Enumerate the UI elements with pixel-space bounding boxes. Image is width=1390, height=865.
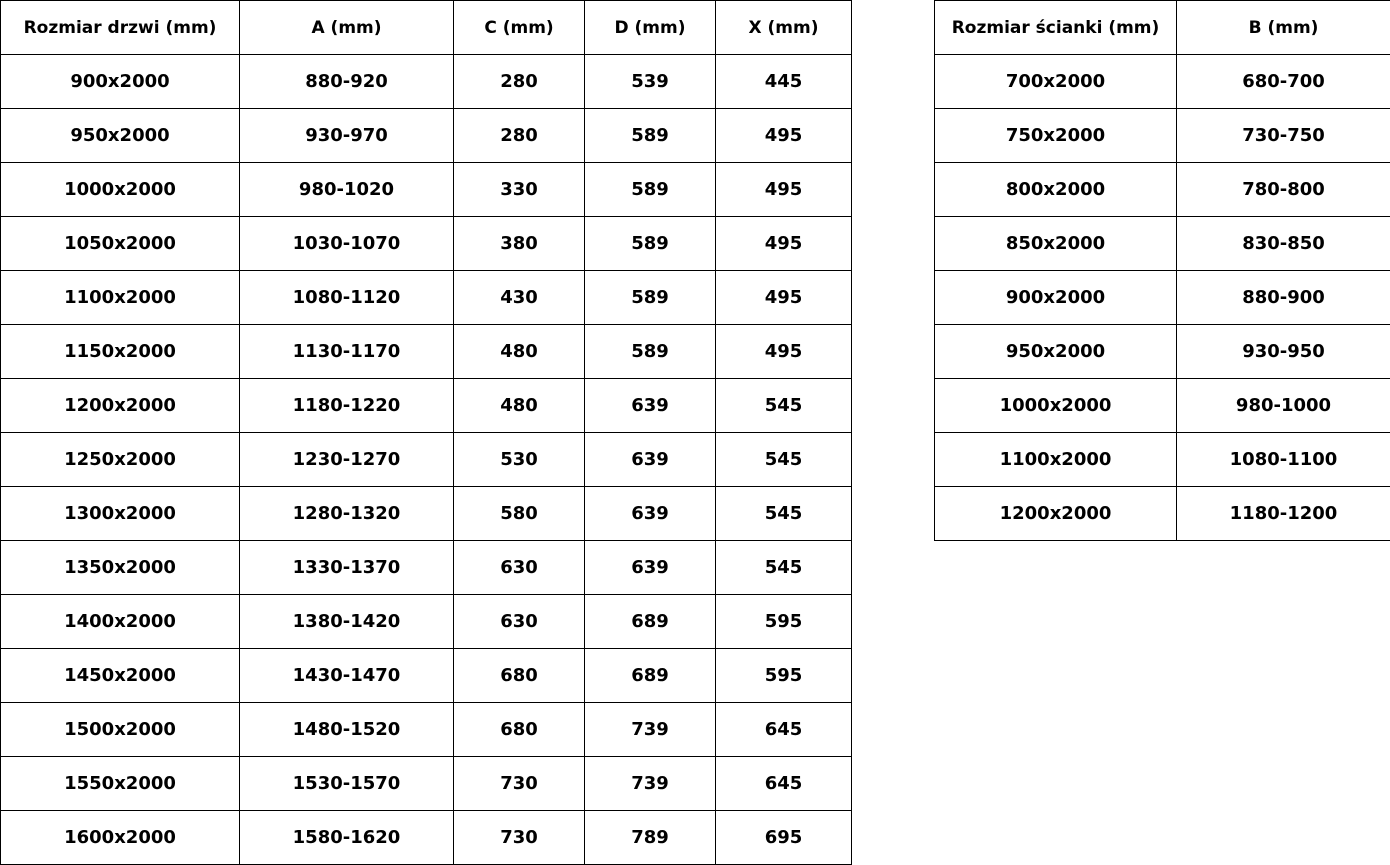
cell-d: 589 (585, 271, 716, 325)
table-row (935, 433, 1390, 487)
table-row (1, 433, 852, 487)
table-row (1, 487, 852, 541)
cell-door-size: 1000x2000 (1, 163, 240, 217)
table-row (1, 109, 852, 163)
table-row (1, 811, 852, 865)
cell-a: 1330-1370 (240, 541, 454, 595)
table-row (1, 217, 852, 271)
cell-door-size: 1550x2000 (1, 757, 240, 811)
cell-a: 980-1020 (240, 163, 454, 217)
cell-door-size: 1400x2000 (1, 595, 240, 649)
column-header-b: B (mm) (1177, 1, 1390, 55)
cell-b: 1180-1200 (1177, 487, 1390, 541)
table-row (1, 541, 852, 595)
cell-wall-size: 800x2000 (935, 163, 1177, 217)
cell-door-size: 1250x2000 (1, 433, 240, 487)
wall-table-header (935, 1, 1390, 55)
cell-c: 680 (454, 703, 585, 757)
cell-x: 545 (716, 379, 852, 433)
cell-wall-size: 900x2000 (935, 271, 1177, 325)
cell-a: 1080-1120 (240, 271, 454, 325)
cell-door-size: 1200x2000 (1, 379, 240, 433)
cell-door-size: 1600x2000 (1, 811, 240, 865)
cell-d: 639 (585, 433, 716, 487)
cell-d: 589 (585, 109, 716, 163)
table-row (1, 703, 852, 757)
column-header-door-size: Rozmiar drzwi (mm) (1, 1, 240, 55)
cell-x: 445 (716, 55, 852, 109)
cell-c: 630 (454, 595, 585, 649)
table-row (1, 595, 852, 649)
cell-a: 930-970 (240, 109, 454, 163)
cell-d: 539 (585, 55, 716, 109)
cell-b: 930-950 (1177, 325, 1390, 379)
cell-x: 545 (716, 541, 852, 595)
cell-d: 589 (585, 325, 716, 379)
cell-wall-size: 1100x2000 (935, 433, 1177, 487)
cell-door-size: 1050x2000 (1, 217, 240, 271)
cell-door-size: 1350x2000 (1, 541, 240, 595)
cell-d: 789 (585, 811, 716, 865)
table-row (1, 55, 852, 109)
table-row (935, 163, 1390, 217)
column-header-d: D (mm) (585, 1, 716, 55)
table-row (1, 163, 852, 217)
cell-d: 589 (585, 163, 716, 217)
cell-a: 1180-1220 (240, 379, 454, 433)
table-header-row (1, 1, 852, 55)
cell-door-size: 1100x2000 (1, 271, 240, 325)
cell-x: 495 (716, 325, 852, 379)
wall-table-body (935, 55, 1390, 541)
cell-wall-size: 1000x2000 (935, 379, 1177, 433)
column-header-wall-size: Rozmiar ścianki (mm) (935, 1, 1177, 55)
cell-c: 480 (454, 379, 585, 433)
cell-c: 580 (454, 487, 585, 541)
cell-x: 545 (716, 487, 852, 541)
cell-c: 530 (454, 433, 585, 487)
cell-c: 430 (454, 271, 585, 325)
cell-d: 739 (585, 757, 716, 811)
column-header-x: X (mm) (716, 1, 852, 55)
table-row (1, 379, 852, 433)
cell-d: 689 (585, 595, 716, 649)
cell-x: 645 (716, 703, 852, 757)
cell-wall-size: 950x2000 (935, 325, 1177, 379)
table-row (935, 487, 1390, 541)
cell-door-size: 900x2000 (1, 55, 240, 109)
cell-a: 1530-1570 (240, 757, 454, 811)
cell-c: 680 (454, 649, 585, 703)
cell-wall-size: 750x2000 (935, 109, 1177, 163)
table-row (1, 649, 852, 703)
cell-a: 1030-1070 (240, 217, 454, 271)
table-row (1, 325, 852, 379)
table-row (935, 325, 1390, 379)
cell-wall-size: 700x2000 (935, 55, 1177, 109)
cell-d: 639 (585, 379, 716, 433)
cell-c: 280 (454, 55, 585, 109)
cell-x: 595 (716, 595, 852, 649)
table-header-row (935, 1, 1390, 55)
cell-a: 1380-1420 (240, 595, 454, 649)
cell-x: 495 (716, 163, 852, 217)
cell-d: 639 (585, 487, 716, 541)
cell-b: 980-1000 (1177, 379, 1390, 433)
cell-x: 545 (716, 433, 852, 487)
cell-x: 495 (716, 271, 852, 325)
cell-x: 495 (716, 109, 852, 163)
cell-c: 330 (454, 163, 585, 217)
cell-c: 480 (454, 325, 585, 379)
cell-x: 495 (716, 217, 852, 271)
cell-c: 730 (454, 757, 585, 811)
table-row (1, 271, 852, 325)
cell-c: 280 (454, 109, 585, 163)
cell-door-size: 1300x2000 (1, 487, 240, 541)
cell-x: 695 (716, 811, 852, 865)
cell-a: 1480-1520 (240, 703, 454, 757)
table-row (935, 379, 1390, 433)
cell-a: 1580-1620 (240, 811, 454, 865)
cell-x: 645 (716, 757, 852, 811)
door-table-body (1, 55, 852, 865)
cell-d: 639 (585, 541, 716, 595)
cell-a: 1280-1320 (240, 487, 454, 541)
cell-a: 1230-1270 (240, 433, 454, 487)
table-row (935, 217, 1390, 271)
cell-b: 1080-1100 (1177, 433, 1390, 487)
cell-wall-size: 850x2000 (935, 217, 1177, 271)
cell-c: 630 (454, 541, 585, 595)
wall-size-table (934, 0, 1390, 541)
cell-a: 1130-1170 (240, 325, 454, 379)
table-row (935, 271, 1390, 325)
table-row (935, 55, 1390, 109)
column-header-a: A (mm) (240, 1, 454, 55)
cell-a: 880-920 (240, 55, 454, 109)
door-table-header (1, 1, 852, 55)
cell-b: 730-750 (1177, 109, 1390, 163)
cell-door-size: 1450x2000 (1, 649, 240, 703)
cell-door-size: 950x2000 (1, 109, 240, 163)
cell-door-size: 1500x2000 (1, 703, 240, 757)
cell-b: 880-900 (1177, 271, 1390, 325)
column-header-c: C (mm) (454, 1, 585, 55)
cell-d: 689 (585, 649, 716, 703)
cell-c: 380 (454, 217, 585, 271)
cell-d: 739 (585, 703, 716, 757)
cell-wall-size: 1200x2000 (935, 487, 1177, 541)
cell-x: 595 (716, 649, 852, 703)
cell-b: 680-700 (1177, 55, 1390, 109)
cell-b: 780-800 (1177, 163, 1390, 217)
cell-d: 589 (585, 217, 716, 271)
cell-c: 730 (454, 811, 585, 865)
cell-b: 830-850 (1177, 217, 1390, 271)
cell-a: 1430-1470 (240, 649, 454, 703)
table-row (935, 109, 1390, 163)
table-row (1, 757, 852, 811)
cell-door-size: 1150x2000 (1, 325, 240, 379)
